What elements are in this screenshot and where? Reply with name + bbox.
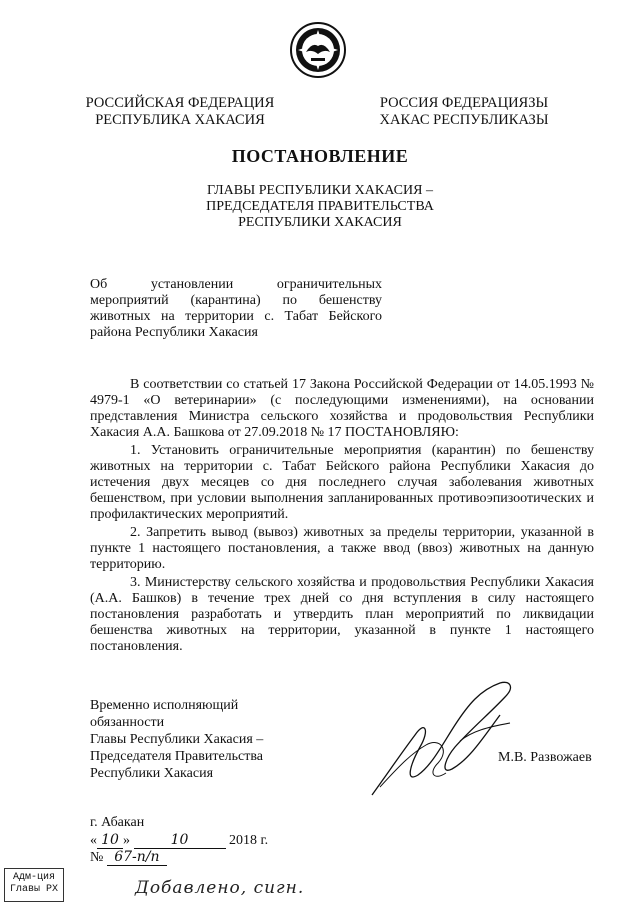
document-body xyxy=(90,377,594,657)
stamp-line1: Адм-ция xyxy=(12,872,55,883)
date-close-quote: » xyxy=(123,833,130,848)
header-right-line1: РОССИЯ ФЕДЕРАЦИЯЗЫ xyxy=(379,95,549,111)
date-year: 2018 г. xyxy=(229,833,269,848)
document-title: ПОСТАНОВЛЕНИЕ xyxy=(231,146,409,166)
body-item-2: 2. Запретить вывод (вывоз) животных за пределы территории, указанной в пункте 1 настоящего постановления, а также ввод (ввоз) животных на данную территорию. xyxy=(90,525,594,572)
body-item-3: 3. Министерству сельского хозяйства и продовольствия Республики Хакасия (А.А. Башков) в течение трех дней со дня вступления в силу настоящего постановления разработать и утвердить план мероприятий по ликвидации бешенства животных на территории, указанной в пункте 1 настоящего постановления. xyxy=(90,575,594,654)
header-right-line2: ХАКАС РЕСПУБЛИКАЗЫ xyxy=(379,112,549,128)
signatory-name: М.В. Развожаев xyxy=(498,750,592,765)
date-month: 10 xyxy=(134,832,226,849)
body-intro: В соответствии со статьей 17 Закона Российской Федерации от 14.05.1993 № 4979-1 «О ветеринарии» (с последующими изменениями), на основании представления Министра сельского хозяйства и продовольствия Республики Хакасия А.А. Башкова от 27.09.2018 № 17 ПОСТАНОВЛЯЮ: xyxy=(90,377,594,440)
stamp-handwritten-note: Добавлено, сигн. xyxy=(135,878,305,898)
date-day: 10 xyxy=(97,832,123,849)
subtitle-line3: РЕСПУБЛИКИ ХАКАСИЯ xyxy=(238,215,402,230)
coat-of-arms-emblem xyxy=(289,20,347,80)
document-subtitle xyxy=(160,183,480,231)
date-open-quote: « xyxy=(90,833,97,848)
header-right-block xyxy=(364,95,564,129)
document-date xyxy=(90,832,268,849)
document-city: г. Абакан xyxy=(90,815,145,830)
document-subject: Об установлении ограничительных мероприятий (карантина) по бешенству животных на территории с. Табат Бейского района Республики Хакасия xyxy=(90,277,382,340)
signatory-line1: Временно исполняющий обязанности xyxy=(90,698,239,730)
header-left-line1: РОССИЙСКАЯ ФЕДЕРАЦИЯ xyxy=(85,95,275,111)
signatory-line3: Председателя Правительства xyxy=(90,749,264,764)
number-label: № xyxy=(90,850,104,865)
number-value: 67-п/п xyxy=(107,849,167,866)
registration-stamp xyxy=(4,868,64,902)
subtitle-line1: ГЛАВЫ РЕСПУБЛИКИ ХАКАСИЯ – xyxy=(207,183,433,198)
signatory-line2: Главы Республики Хакасия – xyxy=(90,732,264,747)
document-number xyxy=(90,849,167,866)
signatory-position xyxy=(90,697,310,782)
handwritten-signature xyxy=(360,675,530,805)
header-left-block xyxy=(80,95,280,129)
body-item-1: 1. Установить ограничительные мероприятия (карантин) по бешенству животных на территории с. Табат Бейского района Республики Хакасия до истечения двух месяцев со дня последнего случая заболевания животных бешенством, при условии выполнения запланированных противоэпизоотических и профилактических мероприятий. xyxy=(90,443,594,522)
signatory-line4: Республики Хакасия xyxy=(90,766,214,781)
header-left-line2: РЕСПУБЛИКА ХАКАСИЯ xyxy=(95,112,265,128)
stamp-line2: Главы РХ xyxy=(9,884,58,895)
subtitle-line2: ПРЕДСЕДАТЕЛЯ ПРАВИТЕЛЬСТВА xyxy=(206,199,434,214)
